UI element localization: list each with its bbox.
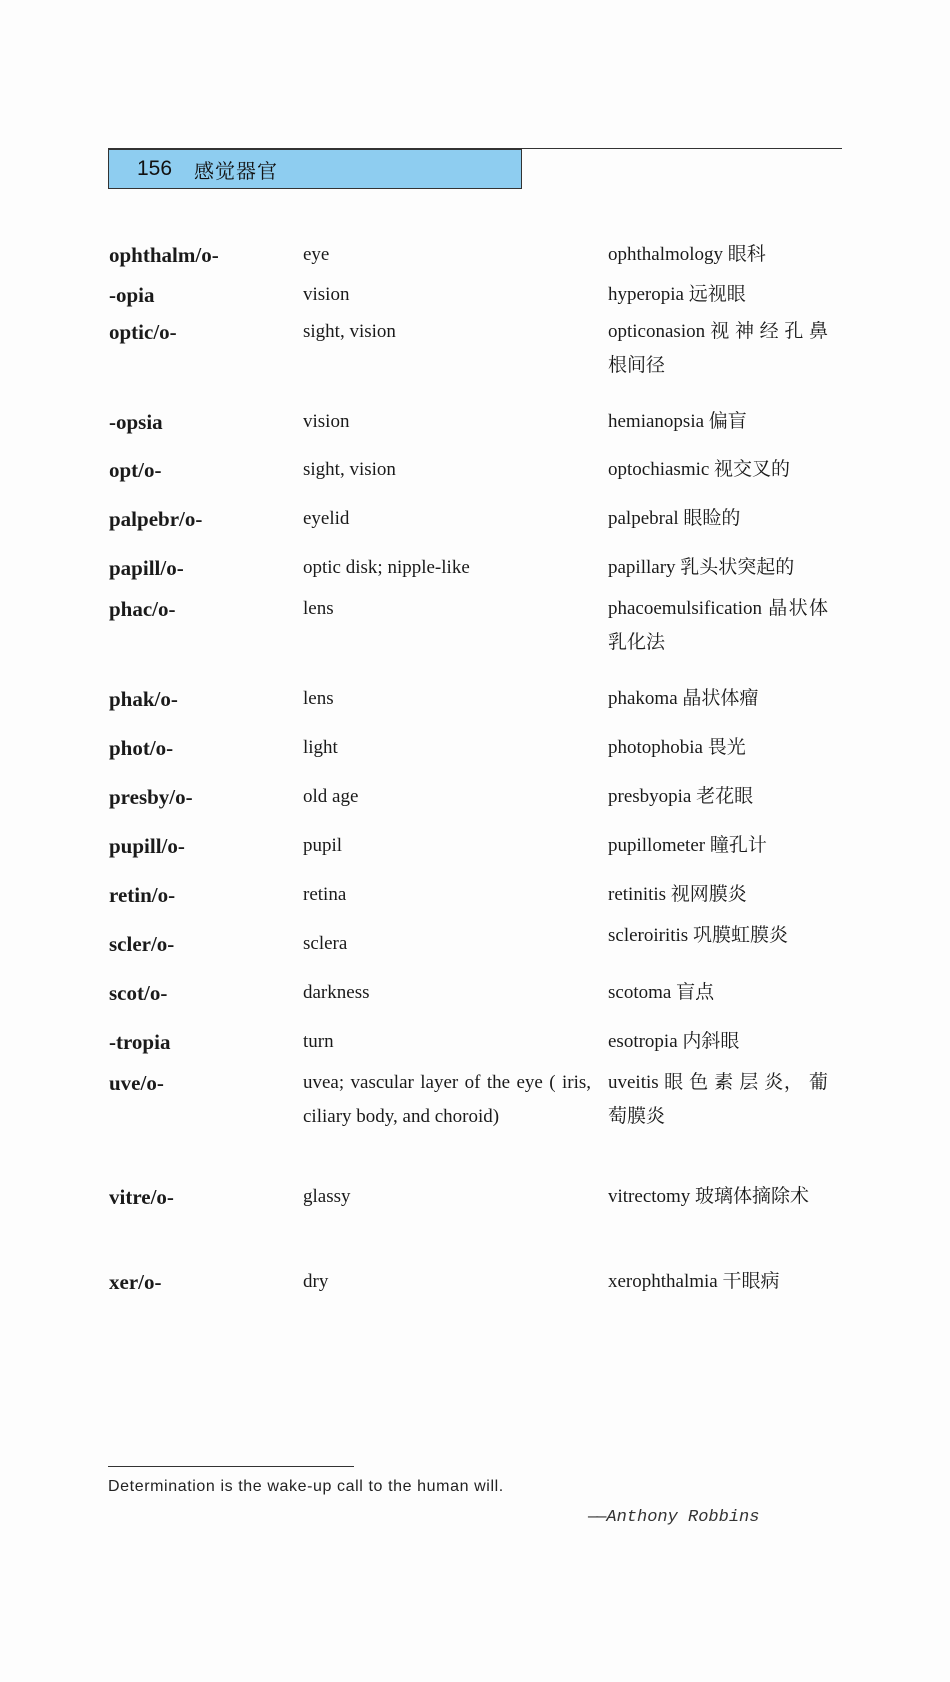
quote-attribution [588, 1508, 759, 1527]
page-number: 156 [137, 157, 173, 180]
example-term: retinitis 视网膜炎 [608, 884, 747, 905]
word-root: uve/o- [109, 1071, 164, 1095]
example-term: scleroiritis 巩膜虹膜炎 [608, 925, 788, 946]
chapter-title: 感觉器官 [194, 158, 279, 183]
root-meaning: eye [303, 244, 330, 265]
root-meaning: eyelid [303, 508, 350, 529]
example-term: palpebral 眼睑的 [608, 508, 741, 529]
root-meaning: sight, vision [303, 321, 396, 342]
root-meaning: darkness [303, 982, 370, 1003]
word-root: phot/o- [109, 736, 174, 760]
footnote-divider [108, 1466, 354, 1467]
word-root: pupill/o- [109, 834, 185, 858]
example-term: phakoma 晶状体瘤 [608, 688, 759, 709]
example-term: opticonasion 视 神 经 孔 鼻根间径 [608, 321, 828, 376]
word-root: presby/o- [109, 785, 193, 809]
word-root: papill/o- [109, 556, 184, 580]
example-term: phacoemulsification 晶状体乳化法 [608, 598, 828, 653]
root-meaning: dry [303, 1271, 329, 1292]
example-term: hyperopia 远视眼 [608, 284, 746, 305]
example-term: ophthalmology 眼科 [608, 244, 766, 265]
word-root: xer/o- [109, 1270, 162, 1294]
word-root: phac/o- [109, 597, 176, 621]
example-term: optochiasmic 视交叉的 [608, 459, 791, 480]
root-meaning: light [303, 737, 338, 758]
root-meaning: retina [303, 884, 347, 905]
root-meaning: sight, vision [303, 459, 396, 480]
example-term: photophobia 畏光 [608, 737, 746, 758]
root-meaning: vision [303, 411, 350, 432]
example-term: scotoma 盲点 [608, 982, 715, 1003]
root-meaning: pupil [303, 835, 343, 856]
example-term: hemianopsia 偏盲 [608, 411, 747, 432]
example-term: papillary 乳头状突起的 [608, 557, 795, 578]
example-term: uveitis 眼 色 素 层 炎， 葡萄膜炎 [608, 1072, 828, 1127]
word-root: optic/o- [109, 320, 177, 344]
example-term: esotropia 内斜眼 [608, 1031, 740, 1052]
example-term: presbyopia 老花眼 [608, 786, 754, 807]
word-root: scot/o- [109, 981, 168, 1005]
word-root: vitre/o- [109, 1185, 174, 1209]
word-root: -opia [109, 283, 155, 307]
word-root: scler/o- [109, 932, 175, 956]
word-root: ophthalm/o- [109, 243, 219, 267]
author-name: Anthony Robbins [606, 1508, 760, 1527]
word-root: -tropia [109, 1030, 171, 1054]
word-root: phak/o- [109, 687, 178, 711]
word-root: opt/o- [109, 458, 162, 482]
example-term: pupillometer 瞳孔计 [608, 835, 767, 856]
word-root: retin/o- [109, 883, 176, 907]
root-meaning: old age [303, 786, 359, 807]
example-term: vitrectomy 玻璃体摘除术 [608, 1186, 810, 1207]
attribution-dash: —— [588, 1508, 605, 1527]
root-meaning: optic disk; nipple-like [303, 557, 470, 578]
root-meaning: lens [303, 688, 334, 709]
root-meaning: uvea; vascular layer of the eye ( iris, ciliary body, and choroid) [303, 1072, 591, 1127]
root-meaning: lens [303, 598, 334, 619]
page-header [108, 149, 522, 189]
root-meaning: sclera [303, 933, 348, 954]
root-meaning: vision [303, 284, 350, 305]
word-root: -opsia [109, 410, 163, 434]
root-meaning: turn [303, 1031, 334, 1052]
root-meaning: glassy [303, 1186, 351, 1207]
word-root: palpebr/o- [109, 507, 203, 531]
quote-text: Determination is the wake-up call to the human will. [108, 1478, 504, 1495]
example-term: xerophthalmia 干眼病 [608, 1271, 780, 1292]
